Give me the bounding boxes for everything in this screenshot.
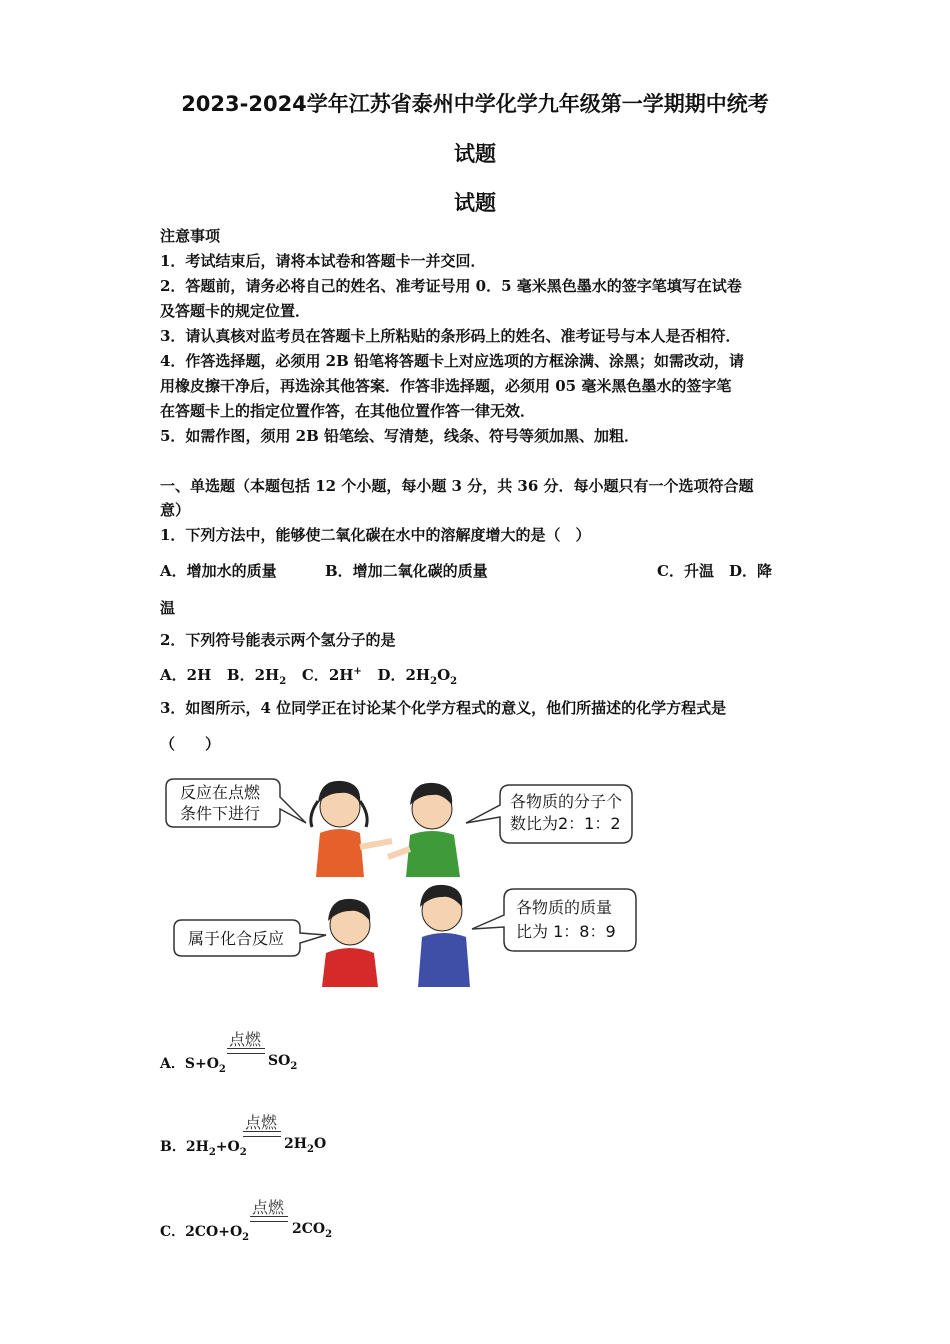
equation-double-line xyxy=(243,1131,281,1137)
reaction-condition: 点燃 xyxy=(229,1030,262,1049)
q2-option-a-label: A． xyxy=(160,666,187,684)
equation-rhs: SO xyxy=(268,1053,291,1069)
option-label: B． xyxy=(160,1139,186,1155)
superscript: + xyxy=(353,666,362,677)
notice-line: 2．答题前，请务必将自己的姓名、准考证号用 0．5 毫米黑色墨水的签字笔填写在试卷 xyxy=(160,277,742,295)
subscript: 2 xyxy=(306,1143,314,1155)
exam-title-line2: 试题 xyxy=(454,142,496,166)
equation-double-line xyxy=(250,1216,288,1222)
subscript: 2 xyxy=(325,1228,333,1240)
speech-bubble-top-right xyxy=(466,785,632,843)
q2-options xyxy=(160,664,457,687)
equation-rhs: O xyxy=(313,1136,327,1152)
q2-option-b: 2H xyxy=(254,666,280,684)
option-label: A． xyxy=(160,1056,185,1072)
q2-option-a: 2H xyxy=(186,666,212,684)
subscript: 2 xyxy=(450,676,458,687)
equation-lhs: 2CO+O xyxy=(185,1224,243,1240)
q2-option-d: 2H xyxy=(405,666,431,684)
question-3-paren: （ ） xyxy=(160,735,221,753)
notice-line: 及答题卡的规定位置． xyxy=(160,302,311,320)
equation-double-line xyxy=(227,1048,265,1054)
subscript: 2 xyxy=(279,676,287,687)
equation-rhs: 2CO xyxy=(292,1221,326,1237)
q1-option-cd: C．升温 D．降 xyxy=(657,562,772,580)
q2-option-c: 2H xyxy=(328,666,354,684)
q2-option-d-part: O xyxy=(437,666,451,684)
notice-line: 用橡皮擦干净后，再选涂其他答案．作答非选择题，必须用 05 毫米黑色墨水的签字笔 xyxy=(160,377,732,395)
exam-title: 2023-2024学年江苏省泰州中学化学九年级第一学期期中统考 xyxy=(181,92,769,116)
exam-subtitle: 试题 xyxy=(454,191,496,215)
equation-lhs: S+O xyxy=(184,1056,219,1072)
section-heading: 一、单选题（本题包括 12 个小题，每小题 3 分，共 36 分．每小题只有一个选项符合题 xyxy=(160,477,754,495)
student-boy-blue-illustration xyxy=(418,885,470,987)
q3-option-b xyxy=(160,1136,327,1158)
equation-lhs: +O xyxy=(215,1139,240,1155)
reaction-condition: 点燃 xyxy=(245,1113,278,1132)
student-girl-illustration xyxy=(311,781,392,877)
notice-line: 在答题卡上的指定位置作答，在其他位置作答一律无效． xyxy=(160,402,536,420)
bubble-text: 反应在点燃 xyxy=(180,783,261,802)
subscript: 2 xyxy=(290,1060,298,1072)
notice-line: 5．如需作图，须用 2B 铅笔绘、写清楚，线条、符号等须加黑、加粗． xyxy=(160,427,639,445)
question-1-stem: 1．下列方法中，能够使二氧化碳在水中的溶解度增大的是（ ） xyxy=(160,526,591,544)
q2-option-d-label: D． xyxy=(377,666,406,684)
bubble-text: 各物质的分子个 xyxy=(510,792,623,811)
reaction-condition: 点燃 xyxy=(252,1198,285,1217)
option-label: C． xyxy=(160,1224,186,1240)
subscript: 2 xyxy=(208,1146,216,1158)
q1-option-wrap: 温 xyxy=(160,599,176,617)
section-heading-wrap: 意） xyxy=(160,501,191,519)
subscript: 2 xyxy=(218,1063,226,1075)
bubble-text: 各物质的质量 xyxy=(516,898,613,917)
bubble-text: 数比为2：1：2 xyxy=(510,814,621,833)
speech-bubble-bottom-left xyxy=(174,920,326,956)
speech-bubble-top-left xyxy=(166,779,306,827)
subscript: 2 xyxy=(430,676,438,687)
q3-option-c xyxy=(160,1221,333,1243)
bubble-text: 条件下进行 xyxy=(180,804,261,823)
equation-lhs: 2H xyxy=(185,1139,209,1155)
equation-rhs: 2H xyxy=(284,1136,307,1152)
q3-option-a xyxy=(160,1053,298,1075)
q1-option-a: A．增加水的质量 xyxy=(160,562,277,580)
question-2-stem: 2．下列符号能表示两个氢分子的是 xyxy=(160,631,396,649)
q2-option-c-label: C． xyxy=(301,666,329,684)
q2-option-b-label: B． xyxy=(226,666,255,684)
bubble-text: 属于化合反应 xyxy=(188,929,285,948)
notice-heading: 注意事项 xyxy=(160,227,221,245)
student-boy-red-illustration xyxy=(322,899,378,987)
bubble-text: 比为 1：8：9 xyxy=(516,922,616,941)
q1-option-b: B．增加二氧化碳的质量 xyxy=(325,562,488,580)
question-3-stem: 3．如图所示，4 位同学正在讨论某个化学方程式的意义，他们所描述的化学方程式是 xyxy=(160,699,727,717)
discussion-illustration xyxy=(160,765,640,990)
student-boy-green-illustration xyxy=(388,783,460,877)
speech-bubble-bottom-right xyxy=(472,889,636,951)
subscript: 2 xyxy=(242,1231,250,1243)
notice-line: 4．作答选择题，必须用 2B 铅笔将答题卡上对应选项的方框涂满、涂黑；如需改动，请 xyxy=(160,352,745,370)
notice-line: 1．考试结束后，请将本试卷和答题卡一并交回． xyxy=(160,252,486,270)
subscript: 2 xyxy=(239,1146,247,1158)
notice-line: 3．请认真核对监考员在答题卡上所粘贴的条形码上的姓名、准考证号与本人是否相符． xyxy=(160,327,741,345)
